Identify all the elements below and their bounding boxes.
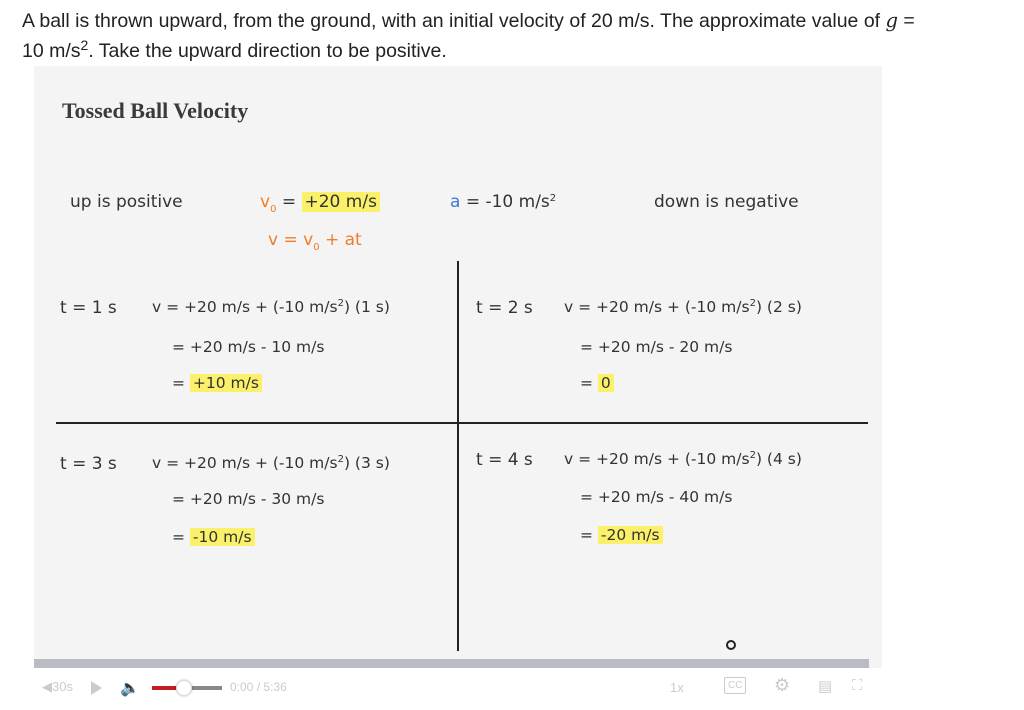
q2-step: = +20 m/s - 20 m/s — [580, 338, 733, 356]
quadrant-horizontal-divider — [56, 422, 868, 424]
time-total: 5:36 — [263, 680, 287, 694]
play-icon[interactable] — [91, 681, 102, 695]
down-is-negative-label: down is negative — [654, 192, 799, 212]
q4-time-label: t = 4 s — [476, 450, 533, 470]
initial-velocity: $v_0 = +20$ m/s — [260, 192, 380, 215]
q2-time-label: t = 2 s — [476, 298, 533, 318]
q2-result: 0 — [598, 374, 614, 392]
problem-line1: A ball is thrown upward, from the ground, with an initial velocity of 20 m/s. The approximate value of — [22, 10, 886, 32]
q4-step: = +20 m/s - 40 m/s — [580, 488, 733, 506]
q4-result: -20 m/s — [598, 526, 663, 544]
time-current: 0:00 — [230, 680, 254, 694]
q1-step: = +20 m/s - 10 m/s — [172, 338, 325, 356]
cursor-ring — [726, 640, 736, 650]
rewind-button[interactable] — [42, 679, 73, 695]
q1-time-label: t = 1 s — [60, 298, 117, 318]
g-exponent: 2 — [80, 37, 89, 53]
rewind-icon: ◀ — [42, 679, 52, 694]
problem-statement — [22, 6, 1012, 66]
q3-result: -10 m/s — [190, 528, 255, 546]
slide-title: Tossed Ball Velocity — [62, 98, 249, 123]
equals-sign: = — [897, 10, 915, 32]
captions-button[interactable]: CC — [724, 677, 746, 694]
transcript-icon[interactable]: ▤ — [818, 678, 833, 695]
fullscreen-icon[interactable]: ⛶ — [852, 677, 863, 694]
time-separator: / — [256, 680, 261, 694]
quadrant-vertical-divider — [457, 261, 459, 651]
g-value: 10 m/s — [22, 40, 81, 62]
q3-step: = +20 m/s - 30 m/s — [172, 490, 325, 508]
q3-equation: v = +20 m/s + (-10 $m/s^2$) (3 s) — [152, 454, 390, 472]
q1-result-line: = +10 m/s — [172, 374, 262, 392]
acceleration: a = -10 $m/s^2$ — [450, 192, 557, 212]
video-player[interactable] — [34, 66, 882, 707]
q3-time-label: t = 3 s — [60, 454, 117, 474]
g-symbol: g — [885, 9, 898, 32]
q4-equation: v = +20 m/s + (-10 $m/s^2$) (4 s) — [564, 450, 802, 468]
velocity-formula: $v = v_0$ + at — [268, 230, 362, 253]
q1-result: +10 m/s — [190, 374, 262, 392]
playback-speed-button[interactable]: 1x — [670, 680, 684, 695]
problem-line2: . Take the upward direction to be positive. — [88, 40, 447, 62]
q2-equation: v = +20 m/s + (-10 $m/s^2$) (2 s) — [564, 298, 802, 316]
q2-result-line: = 0 — [580, 374, 614, 392]
initial-velocity-value: +20 m/s — [302, 192, 380, 212]
q1-equation: v = +20 m/s + (-10 $m/s^2$) (1 s) — [152, 298, 390, 316]
player-controls — [34, 668, 882, 707]
time-display — [230, 680, 287, 694]
volume-icon[interactable]: 🔈 — [120, 680, 140, 697]
q4-result-line: = -20 m/s — [580, 526, 663, 544]
settings-gear-icon[interactable]: ⚙ — [774, 675, 791, 695]
q3-result-line: = -10 m/s — [172, 528, 255, 546]
rewind-label: 30s — [52, 679, 73, 694]
progress-bar[interactable] — [34, 659, 869, 668]
volume-knob[interactable] — [176, 680, 192, 696]
up-is-positive-label: up is positive — [70, 192, 183, 212]
